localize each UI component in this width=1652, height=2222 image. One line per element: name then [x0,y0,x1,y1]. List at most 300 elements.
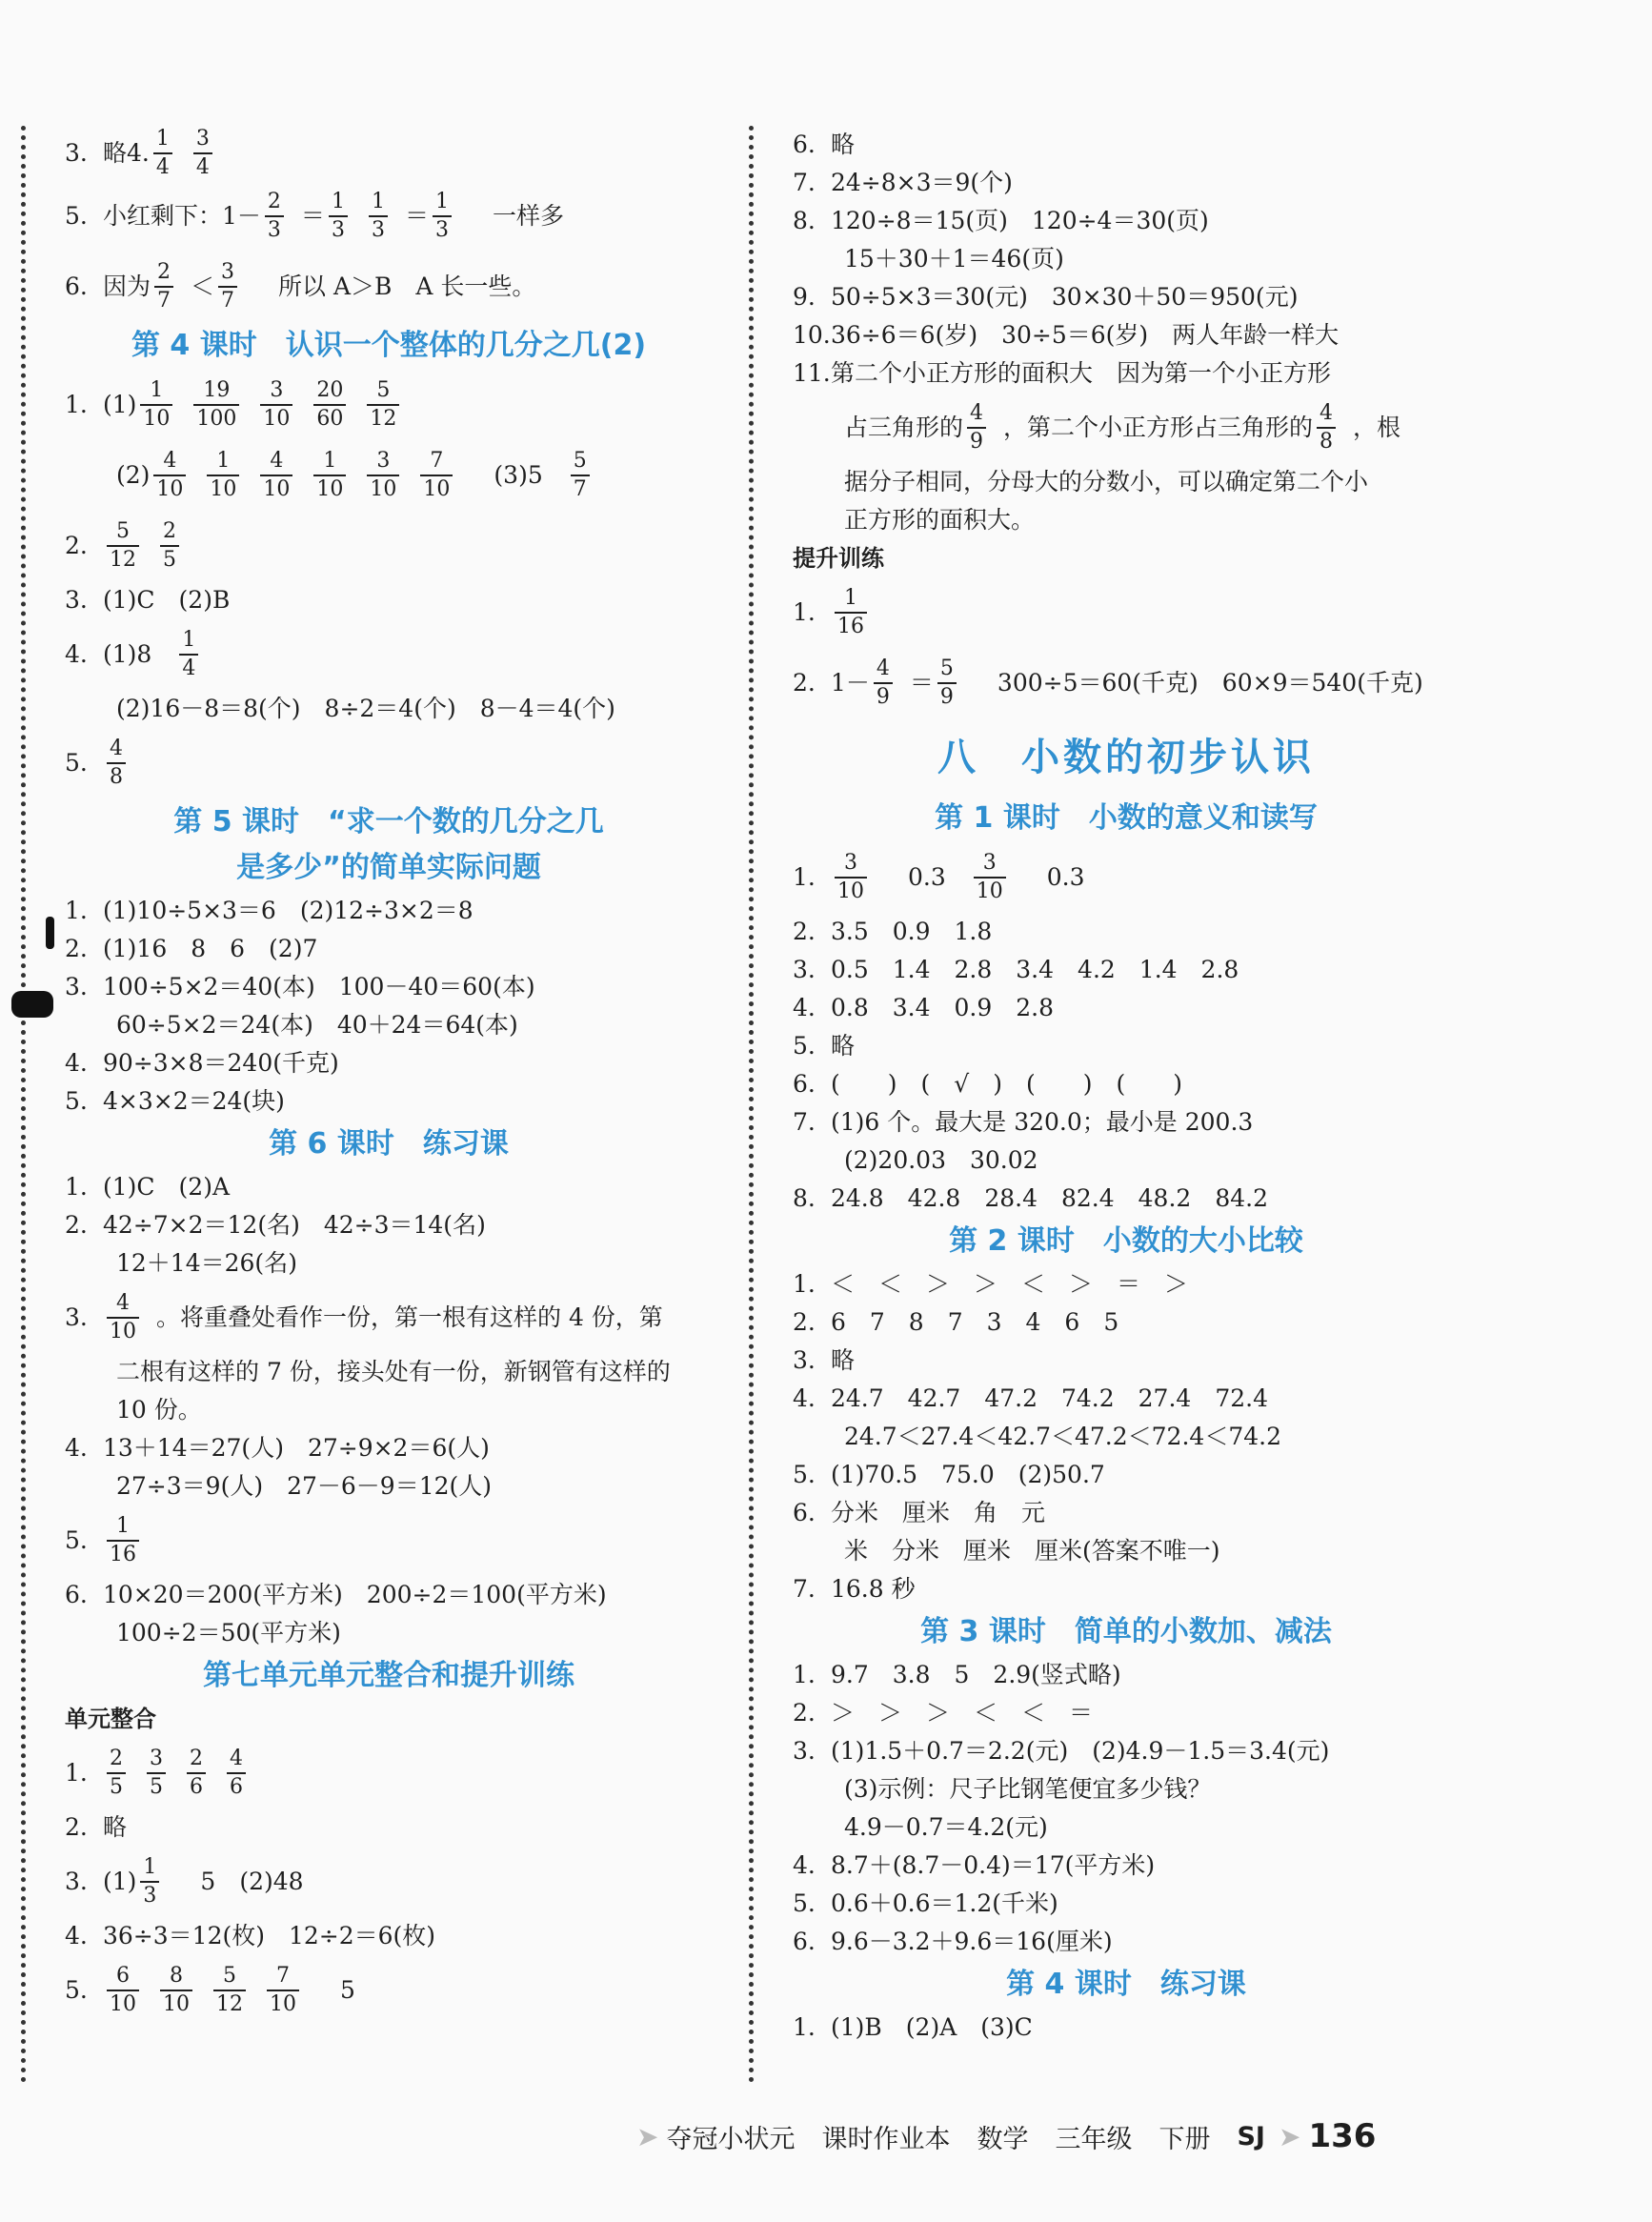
lesson-heading: 第 3 课时 简单的小数加、减法 [920,1615,1332,1648]
denominator: 10 [367,475,399,503]
numerator: 5 [573,449,587,473]
answer-text: 9.7 3.8 5 2.9(竖式略) [831,1661,1121,1688]
fraction [835,585,867,640]
numerator: 5 [223,1964,236,1988]
numerator: 1 [434,190,449,213]
answer-text: 4.9－0.7＝4.2(元) [844,1813,1048,1841]
fraction [367,377,399,433]
answer-text: 0.6＋0.6＝1.2(千米) [831,1889,1058,1917]
answer-text: (1)6 个。最大是 320.0；最小是 200.3 [831,1108,1254,1136]
answer-text: 60÷5×2＝24(本) 40＋24＝64(本) [116,1011,518,1039]
numerator: 4 [110,737,123,760]
fraction [107,1746,126,1801]
answer-text: 5 [316,1976,355,2004]
denominator: 10 [153,475,186,503]
answer-text: 9.6－3.2＋9.6＝16(厘米) [831,1928,1113,1955]
answer-text: 6 7 8 7 3 4 6 5 [831,1308,1119,1336]
denominator: 3 [369,215,388,244]
fraction [193,126,212,181]
answer-line [793,240,1460,278]
fraction [367,448,399,503]
question-number: 6. [65,1581,88,1608]
denominator: 10 [107,1990,139,2018]
numerator: 1 [155,127,170,151]
answer-line [793,1065,1460,1103]
question-number: 5. [65,749,88,777]
answer-text: 。将重叠处看作一份，第一根有这样的 4 份，第 [156,1303,663,1331]
lesson-heading: 第 5 课时 “求一个数的几分之几 [173,805,604,838]
fraction [227,1746,246,1801]
answer-text: 略 [103,139,128,167]
numerator: 5 [939,656,954,680]
answer-line [65,511,713,581]
answer-line [65,1044,713,1082]
numerator: 6 [116,1964,130,1988]
fraction [154,259,173,314]
numerator: 4 [1320,401,1334,425]
section-label: 提升训练 [793,545,884,572]
answer-line [793,354,1460,393]
numerator: 4 [230,1747,243,1770]
answer-text: 3.5 0.9 1.8 [831,918,993,945]
fraction [107,1290,139,1345]
question-number: 3. [793,1346,816,1374]
denominator: 10 [107,1317,139,1345]
numerator: 1 [143,1855,157,1879]
answer-text: ＞ ＞ ＞ ＜ ＜ ＝ [831,1699,1094,1727]
question-number: 2. [65,935,88,962]
answer-text: (1)1.5＋0.7＝2.2(元) (2)4.9－1.5＝3.4(元) [831,1737,1330,1765]
question-number: 4. [65,1434,88,1462]
numerator: 1 [150,378,164,402]
fraction [974,850,1006,905]
denominator: 7 [218,286,237,314]
denominator: 8 [107,762,126,791]
answer-text: 120÷8＝15(页) 120÷4＝30(页) [831,207,1209,234]
answer-text: 略 [103,1813,128,1841]
fraction [107,518,139,574]
fraction [218,259,237,314]
answer-text: (1)C (2)A [103,1173,231,1201]
denominator: 10 [974,877,1006,905]
fraction [107,1513,139,1568]
answer-text: 12＋14＝26(名) [116,1249,297,1277]
answer-line [793,501,1460,539]
answer-line [65,619,713,690]
numerator: 3 [982,851,997,875]
fraction [1317,400,1336,455]
lesson-heading: 第 4 课时 练习课 [1006,1968,1246,2001]
fraction [140,1854,159,1909]
answer-line [65,1429,713,1467]
answer-text: 0.3 [1022,863,1085,891]
answer-line [793,1141,1460,1180]
answer-text: 8.7＋(8.7－0.4)＝17(平方米) [831,1851,1156,1879]
question-number: 5. [793,1461,816,1488]
answer-text: 一样多 [468,202,564,230]
question-number: 5. [793,1889,816,1917]
answer-text: 27÷3＝9(人) 27－6－9＝12(人) [116,1472,493,1500]
answer-column-left [65,126,713,2026]
answer-line [65,1738,713,1808]
numerator: 2 [157,260,171,284]
denominator: 7 [154,286,173,314]
footer-brand: 夺冠小状元 [666,2124,796,2154]
binding-dots-left [21,126,26,2084]
answer-text: (1) [103,391,137,418]
answer-text: 36÷6＝6(岁) 30÷5＝6(岁) 两人年龄一样大 [831,321,1340,349]
answer-line [793,1418,1460,1456]
question-number: 4. [65,1049,88,1077]
answer-line [65,581,713,619]
answer-line [793,1532,1460,1570]
answer-text: ＜ ＜ ＞ ＞ ＜ ＞ ＝ ＞ [831,1270,1189,1298]
answer-text: 所以 A＞B A 长一些。 [254,273,536,300]
answer-text: 1－ [831,669,870,697]
denominator: 10 [835,877,867,905]
answer-text: (1)B (2)A (3)C [831,2013,1033,2041]
denominator: 12 [367,404,399,433]
answer-line [65,690,713,728]
answer-text: 13＋14＝27(人) 27÷9×2＝6(人) [103,1434,490,1462]
denominator: 6 [187,1772,206,1801]
answer-line [65,1614,713,1652]
page-footer [629,2117,1376,2155]
answer-line [65,181,713,252]
answer-line [793,577,1460,648]
question-number: 2. [793,1308,816,1336]
answer-text: 米 分米 厘米 厘米(答案不唯一) [844,1537,1220,1565]
lesson-heading: 第 6 课时 练习课 [269,1127,509,1161]
question-number: 1. [65,897,88,924]
question-number: 2. [65,1211,88,1239]
fraction [160,1963,192,2018]
numerator: 20 [316,378,344,402]
denominator: 10 [267,1990,299,2018]
answer-text: ＝ [300,202,325,230]
fraction [313,448,346,503]
fraction [369,189,388,244]
answer-line [793,913,1460,951]
denominator: 8 [1317,427,1336,455]
answer-text: 4. [127,139,150,167]
answer-line [65,728,713,798]
answer-text: 分米 厘米 角 元 [831,1499,1046,1526]
answer-line [793,1342,1460,1380]
denominator: 10 [160,1990,192,2018]
numerator: 7 [430,449,444,473]
question-number: 5. [793,1032,816,1060]
answer-text: (2)16－8＝8(个) 8÷2＝4(个) 8－4＝4(个) [116,695,615,722]
answer-line [793,1694,1460,1732]
answer-text: 略 [831,1032,856,1060]
fraction [265,189,284,244]
answer-line [65,1206,713,1244]
answer-text: 略 [831,1346,856,1374]
question-number: 6. [793,1928,816,1955]
question-number: 1. [793,1661,816,1688]
numerator: 3 [221,260,235,284]
answer-text: (1)70.5 75.0 (2)50.7 [831,1461,1105,1488]
answer-line [793,126,1460,164]
answer-line [793,1770,1460,1808]
fraction [874,656,893,711]
denominator: 4 [193,152,212,181]
denominator: 60 [313,404,346,433]
section-label: 单元整合 [65,1706,156,1732]
answer-text: 24.7 42.7 47.2 74.2 27.4 72.4 [831,1384,1268,1412]
answer-line [793,1885,1460,1923]
answer-line [65,126,713,181]
question-number: 9. [793,283,816,311]
answer-text: (1)C (2)B [103,586,231,614]
fraction [153,126,172,181]
question-number: 3. [65,586,88,614]
numerator: 4 [116,1291,130,1315]
ink-mark [11,991,53,1018]
answer-text: 略 [831,131,856,158]
question-number: 6. [793,1499,816,1526]
numerator: 5 [376,378,391,402]
numerator: 1 [182,628,196,652]
answer-line [793,2009,1460,2047]
numerator: 3 [150,1747,163,1770]
numerator: 19 [203,378,231,402]
fraction [967,400,986,455]
question-number: 5. [65,202,88,230]
numerator: 1 [844,586,857,610]
question-number: 2. [65,1813,88,1841]
answer-line [793,1656,1460,1694]
question-number: 2. [793,1699,816,1727]
numerator: 2 [163,519,176,543]
question-number: 7. [793,1575,816,1603]
numerator: 2 [190,1747,203,1770]
denominator: 16 [835,612,867,640]
numerator: 5 [116,519,130,543]
lesson-heading: 第 2 课时 小数的大小比较 [949,1224,1303,1258]
denominator: 3 [329,215,348,244]
question-number: 3. [65,973,88,1000]
question-number: 6. [793,131,816,158]
answer-text: 0.5 1.4 2.8 3.4 4.2 1.4 2.8 [831,956,1239,983]
fraction [835,850,867,905]
answer-line [793,1923,1460,1961]
fraction [571,448,590,503]
question-number: 3. [793,956,816,983]
answer-text: (2)20.03 30.02 [844,1146,1038,1174]
page-number: 136 [1308,2117,1377,2155]
fraction [207,448,239,503]
numerator: 7 [276,1964,290,1988]
denominator: 10 [260,475,292,503]
answer-text: ＝ [404,202,429,230]
answer-line [65,968,713,1006]
answer-text: 据分子相同，分母大的分数小，可以确定第二个小 [844,468,1369,495]
answer-text: 36÷3＝12(枚) 12÷2＝6(枚) [103,1922,436,1949]
fraction [267,1963,299,2018]
arrow-icon: ➤ [636,2120,659,2152]
answer-line [793,1494,1460,1532]
denominator: 4 [179,654,198,682]
denominator: 10 [140,404,172,433]
answer-line [793,393,1460,463]
question-number: 1. [793,863,816,891]
answer-column-right [793,126,1460,2047]
fraction [937,656,957,711]
answer-text: (1)16 8 6 (2)7 [103,935,318,962]
numerator: 1 [331,190,345,213]
numerator: 3 [844,851,857,875]
denominator: 10 [260,404,292,433]
answer-text: ，根 [1353,414,1401,441]
denominator: 9 [874,682,893,711]
answer-line [65,1808,713,1847]
answer-line [793,648,1460,718]
question-number: 8. [793,207,816,234]
fraction [107,736,126,791]
answer-line [65,1391,713,1429]
answer-line [65,1847,713,1917]
fraction [140,377,172,433]
answer-line [793,1732,1460,1770]
denominator: 10 [420,475,453,503]
answer-text: 第二个小正方形的面积大 因为第一个小正方形 [831,359,1332,387]
fraction [153,448,186,503]
denominator: 3 [433,215,452,244]
answer-text: 42÷7×2＝12(名) 42÷3＝14(名) [103,1211,486,1239]
answer-text: 16.8 秒 [831,1575,916,1603]
question-number: 2. [793,669,816,697]
answer-text: ( ) ( √ ) ( ) ( ) [831,1070,1182,1098]
answer-line [65,892,713,930]
answer-text: 15＋30＋1＝46(页) [844,245,1064,273]
answer-line [65,1283,713,1353]
answer-line [793,1456,1460,1494]
fraction [260,377,292,433]
footer-edition: SJ [1237,2121,1265,2151]
lesson-heading: 是多少”的简单实际问题 [236,851,541,884]
answer-text: 24.7＜27.4＜42.7＜47.2＜72.4＜74.2 [844,1423,1281,1450]
answer-line [793,951,1460,989]
question-number: 7. [793,169,816,196]
numerator: 1 [216,449,231,473]
fraction [329,189,348,244]
question-number: 5. [65,1976,88,2004]
answer-line [65,1917,713,1955]
question-number: 4. [65,640,88,668]
answer-line [65,1168,713,1206]
denominator: 6 [227,1772,246,1801]
answer-line [793,316,1460,354]
numerator: 2 [110,1747,123,1770]
fraction [187,1746,206,1801]
numerator: 2 [267,190,281,213]
answer-text: 5 (2)48 [176,1868,304,1895]
numerator: 1 [371,190,385,213]
answer-text: 4×3×2＝24(块) [103,1087,285,1115]
answer-text: (1) [103,1868,137,1895]
question-number: 2. [793,918,816,945]
answer-line [793,1808,1460,1847]
fraction [433,189,452,244]
question-number: 4. [793,994,816,1021]
answer-line [793,202,1460,240]
question-number: 4. [65,1922,88,1949]
answer-text: (2) [116,461,151,489]
answer-text: 占三角形的 [844,414,964,441]
answer-text: 24÷8×3＝9(个) [831,169,1013,196]
fraction [420,448,453,503]
answer-line [65,1244,713,1283]
answer-line [793,1380,1460,1418]
question-number: 6. [65,273,88,300]
answer-text: 100÷5×2＝40(本) 100－40＝60(本) [103,973,535,1000]
answer-text: 90÷3×8＝240(千克) [103,1049,339,1077]
denominator: 16 [107,1540,139,1568]
fraction [260,448,292,503]
answer-text: 24.8 42.8 28.4 82.4 48.2 84.2 [831,1184,1268,1212]
denominator: 12 [213,1990,246,2018]
fraction [193,377,239,433]
answer-line [793,463,1460,501]
denominator: 10 [313,475,346,503]
denominator: 100 [193,404,239,433]
denominator: 10 [207,475,239,503]
question-number: 7. [793,1108,816,1136]
numerator: 3 [195,127,210,151]
answer-text: 10×20＝200(平方米) 200÷2＝100(平方米) [103,1581,607,1608]
answer-line [793,1303,1460,1342]
numerator: 4 [163,449,177,473]
question-number: 8. [793,1184,816,1212]
question-number: 1. [793,2013,816,2041]
numerator: 1 [116,1514,130,1538]
question-number: 3. [793,1737,816,1765]
answer-line [65,1006,713,1044]
answer-text: (3)示例：尺子比钢笔便宜多少钱？ [844,1775,1212,1803]
numerator: 4 [970,401,984,425]
question-number: 3. [65,1303,88,1331]
answer-text: 正方形的面积大。 [844,506,1036,534]
answer-line [793,278,1460,316]
question-number: 11. [793,359,831,387]
answer-text: (1)8 [103,640,176,668]
answer-text: 10 份。 [116,1396,202,1424]
footer-book: 课时作业本 [821,2124,951,2154]
answer-line [793,842,1460,913]
fraction [160,518,179,574]
denominator: 5 [147,1772,166,1801]
answer-line [65,440,713,511]
denominator: 9 [937,682,957,711]
answer-line [65,1353,713,1391]
fraction [107,1963,139,2018]
answer-text: ，第二个小正方形占三角形的 [1003,414,1314,441]
question-number: 1. [793,1270,816,1298]
numerator: 3 [376,449,391,473]
numerator: 4 [270,449,284,473]
question-number: 5. [65,1087,88,1115]
numerator: 3 [270,378,284,402]
question-number: 4. [793,1384,816,1412]
numerator: 1 [323,449,337,473]
footer-grade: 三年级 [1055,2124,1133,2154]
chapter-title: 八 小数的初步认识 [937,736,1315,779]
answer-line [65,930,713,968]
lesson-heading: 第 4 课时 认识一个整体的几分之几(2) [131,329,647,362]
answer-line [65,1082,713,1121]
